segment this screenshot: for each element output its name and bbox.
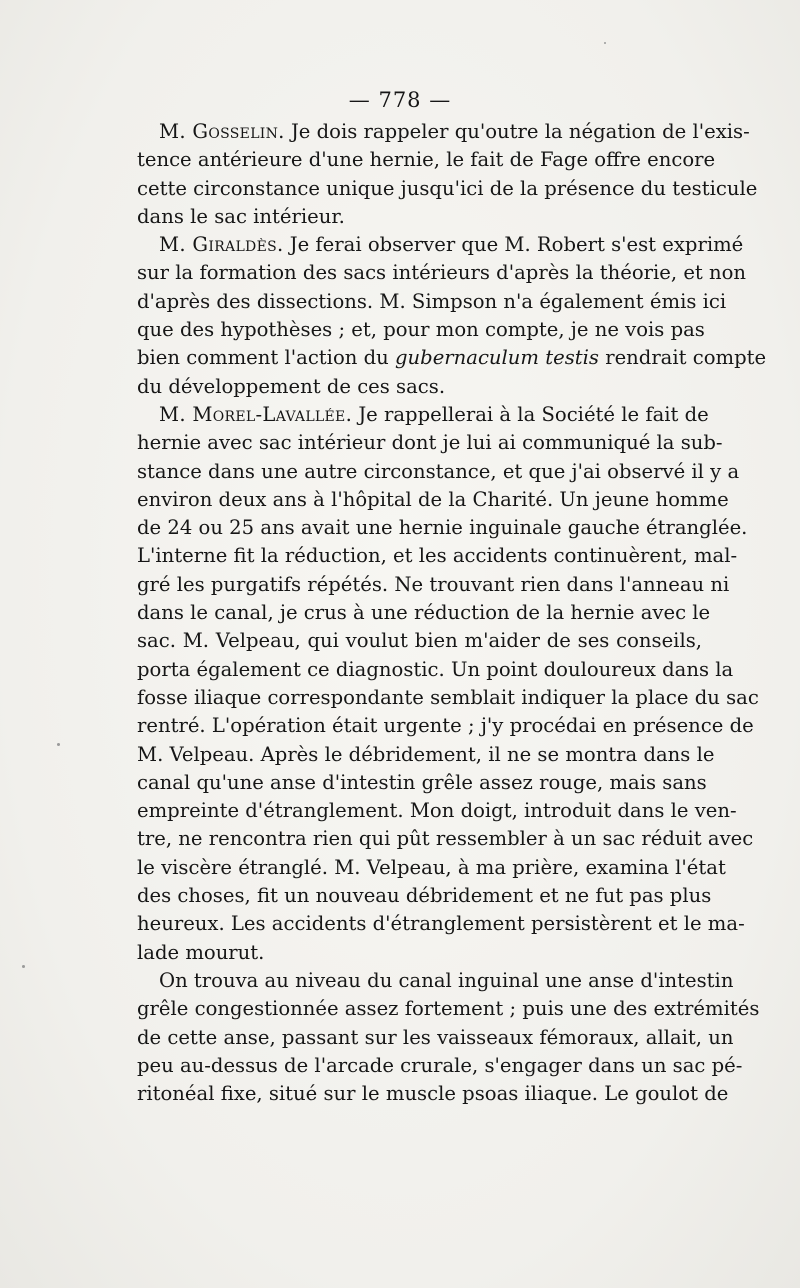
text-line: [137, 741, 715, 769]
text-line: [137, 175, 758, 203]
page-number: — 778 —: [348, 88, 452, 112]
text-line: [137, 231, 744, 259]
speaker-name: M. Morel-Lavallée.: [159, 402, 353, 426]
text-segment: sac. M. Velpeau, qui voulut bien m'aider de ses conseils,: [137, 629, 702, 653]
text-line: [137, 316, 705, 344]
text-line: [137, 401, 709, 429]
text-line: [137, 118, 750, 146]
text-segment: Je rappellerai à la Société le fait de: [352, 402, 709, 426]
text-line: [137, 259, 747, 287]
text-segment: que des hypothèses ; et, pour mon compte, je ne vois pas: [137, 318, 705, 342]
text-segment: stance dans une autre circonstance, et que j'ai observé il y a: [137, 459, 740, 483]
text-segment: d'après des dissections. M. Simpson n'a également émis ici: [137, 289, 727, 313]
text-line: [137, 797, 737, 825]
text-segment: rentré. L'opération était urgente ; j'y procédai en présence de: [137, 714, 754, 738]
text-line: [137, 882, 712, 910]
text-line: [137, 1052, 743, 1080]
text-segment: environ deux ans à l'hôpital de la Charité. Un jeune homme: [137, 487, 729, 511]
italic-term: gubernaculum testis: [394, 346, 599, 370]
text-segment: de cette anse, passant sur les vaisseaux fémoraux, allait, un: [137, 1025, 734, 1049]
text-segment: M. Velpeau. Après le débridement, il ne se montra dans le: [137, 742, 715, 766]
text-line: [137, 458, 740, 486]
text-line: [137, 571, 730, 599]
text-segment: le viscère étranglé. M. Velpeau, à ma prière, examina l'état: [137, 855, 726, 879]
text-line: [137, 373, 702, 401]
text-line: [137, 203, 702, 231]
text-line: [137, 769, 707, 797]
text-segment: tre, ne rencontra rien qui pût ressembler à un sac réduit avec: [137, 827, 754, 851]
ink-speck: [22, 965, 25, 968]
text-segment: rendrait compte: [598, 346, 767, 370]
text-line: [137, 995, 760, 1023]
text-line: [137, 542, 738, 570]
text-segment: gré les purgatifs répétés. Ne trouvant rien dans l'anneau ni: [137, 572, 730, 596]
text-segment: de 24 ou 25 ans avait une hernie inguinale gauche étranglée.: [137, 516, 748, 540]
text-segment: empreinte d'étranglement. Mon doigt, introduit dans le ven-: [137, 799, 737, 823]
text-segment: Je ferai observer que M. Robert s'est exprimé: [283, 233, 744, 257]
text-segment: grêle congestionnée assez fortement ; puis une des extrémités: [137, 997, 760, 1021]
text-segment: hernie avec sac intérieur dont je lui ai communiqué la sub-: [137, 431, 723, 455]
text-line: [137, 684, 759, 712]
text-segment: dans le sac intérieur.: [137, 204, 345, 228]
speaker-name: M. Gosselin.: [159, 120, 285, 143]
text-line: [137, 429, 723, 457]
text-segment: L'interne fit la réduction, et les accidents continuèrent, mal-: [137, 544, 738, 568]
text-segment: sur la formation des sacs intérieurs d'après la théorie, et non: [137, 261, 747, 285]
text-line: [137, 712, 754, 740]
text-line: [137, 514, 748, 542]
text-segment: tence antérieure d'une hernie, le fait de Fage offre encore: [137, 148, 716, 172]
paragraph: [137, 401, 759, 967]
text-segment: porta également ce diagnostic. Un point douloureux dans la: [137, 657, 734, 681]
text-segment: On trouva au niveau du canal inguinal une anse d'intestin: [159, 968, 734, 992]
text-segment: du développement de ces sacs.: [137, 374, 446, 398]
text-segment: heureux. Les accidents d'étranglement persistèrent et le ma-: [137, 912, 745, 936]
text-line: [137, 344, 767, 372]
text-segment: ritonéal fixe, situé sur le muscle psoas iliaque. Le goulot de: [137, 1082, 729, 1106]
text-segment: bien comment l'action du: [137, 346, 395, 370]
text-line: [137, 146, 716, 174]
text-segment: des choses, fit un nouveau débridement et ne fut pas plus: [137, 884, 712, 908]
text-segment: fosse iliaque correspondante semblait indiquer la place du sac: [137, 685, 759, 709]
paragraph: [137, 118, 758, 231]
text-segment: peu au-dessus de l'arcade crurale, s'engager dans un sac pé-: [137, 1053, 743, 1077]
text-line: [137, 486, 729, 514]
text-line: [137, 939, 702, 967]
body-text: [137, 118, 767, 1108]
paragraph: [137, 967, 760, 1108]
text-line: [137, 1024, 734, 1052]
text-line: [137, 656, 734, 684]
text-line: [137, 967, 734, 995]
speaker-name: M. Giraldès.: [159, 233, 284, 257]
text-segment: canal qu'une anse d'intestin grêle assez rouge, mais sans: [137, 770, 707, 794]
text-line: [137, 627, 702, 655]
text-line: [137, 854, 726, 882]
ink-speck: [57, 743, 60, 746]
text-segment: cette circonstance unique jusqu'ici de la présence du testicule: [137, 176, 758, 200]
text-segment: lade mourut.: [137, 940, 265, 964]
text-segment: Je dois rappeler qu'outre la négation de l'exis-: [284, 120, 750, 143]
text-line: [137, 1080, 729, 1108]
text-line: [137, 910, 745, 938]
text-segment: dans le canal, je crus à une réduction de la hernie avec le: [137, 601, 711, 625]
text-line: [137, 288, 727, 316]
text-line: [137, 825, 754, 853]
paragraph: [137, 231, 767, 401]
ink-speck: [604, 42, 606, 44]
text-line: [137, 599, 711, 627]
